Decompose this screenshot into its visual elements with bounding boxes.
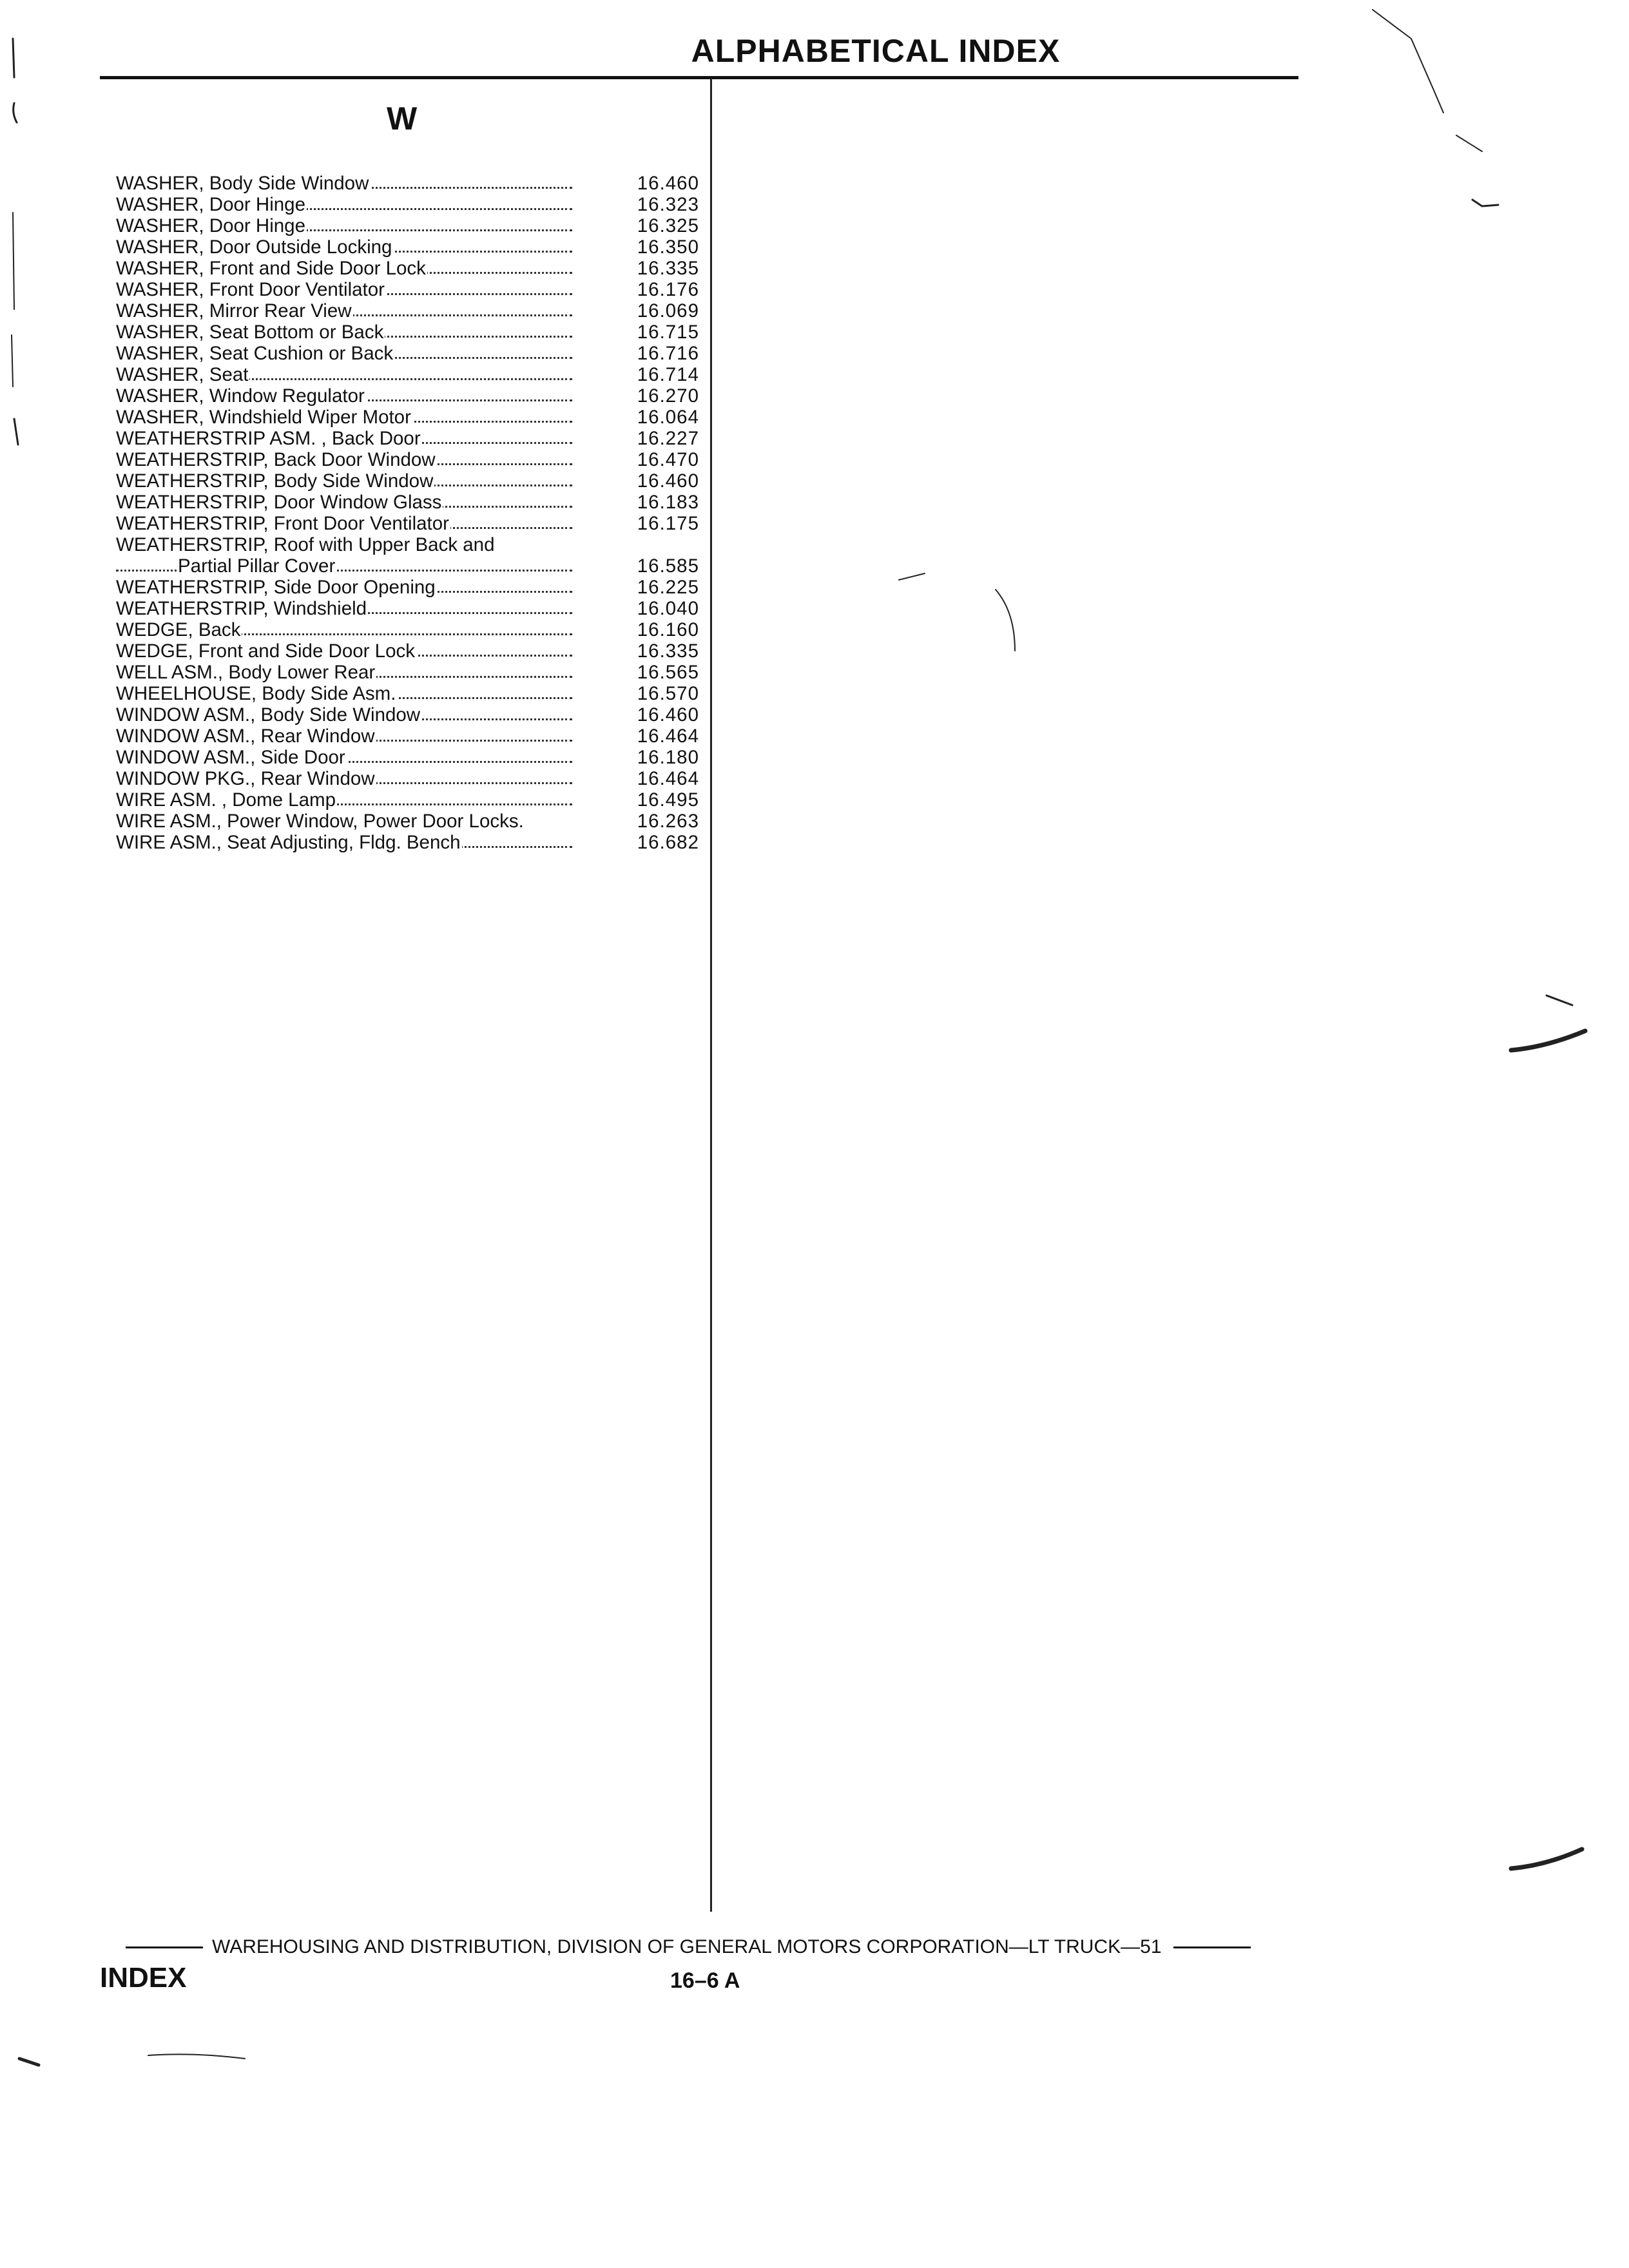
entry-page: 16.714	[637, 364, 699, 385]
entry-text: WIRE ASM., Power Window, Power Door Locks.	[116, 811, 524, 832]
entry-text: Partial Pillar Cover	[178, 555, 336, 577]
entry-page: 16.325	[637, 215, 699, 236]
entry-text: WIRE ASM. , Dome Lamp	[116, 789, 336, 811]
entry-text: WASHER, Door Hinge	[116, 215, 305, 236]
entry-page: 16.064	[637, 407, 699, 428]
entry-text: WINDOW ASM., Side Door	[116, 747, 345, 768]
entry-page: 16.716	[637, 343, 699, 364]
entry-page: 16.175	[637, 513, 699, 534]
entry-text: WASHER, Body Side Window	[116, 173, 369, 194]
entry-page: 16.040	[637, 598, 699, 619]
entry-page: 16.263	[637, 811, 699, 832]
entry-page: 16.335	[637, 258, 699, 279]
entry-page: 16.176	[637, 279, 699, 300]
entry-text: WASHER, Window Regulator	[116, 385, 365, 407]
entry-text: WEATHERSTRIP, Front Door Ventilator	[116, 513, 449, 534]
entry-page: 16.183	[637, 492, 699, 513]
footer-section-label: INDEX	[100, 1962, 187, 1994]
entry-text: WEATHERSTRIP ASM. , Back Door	[116, 428, 421, 449]
entry-text: WEATHERSTRIP, Roof with Upper Back and	[116, 534, 495, 555]
entry-text: WEATHERSTRIP, Back Door Window	[116, 449, 436, 470]
entry-text: WELL ASM., Body Lower Rear	[116, 662, 376, 683]
entry-text: WEATHERSTRIP, Windshield	[116, 598, 367, 619]
entry-text: WHEELHOUSE, Body Side Asm.	[116, 683, 396, 704]
entry-page: 16.350	[637, 236, 699, 258]
entry-text: WINDOW PKG., Rear Window	[116, 768, 375, 789]
entry-page: 16.335	[637, 640, 699, 662]
page-title: ALPHABETICAL INDEX	[691, 33, 1061, 69]
entry-text: WIRE ASM., Seat Adjusting, Fldg. Bench	[116, 832, 461, 853]
entry-text: WINDOW ASM., Rear Window	[116, 726, 375, 747]
entry-text: WASHER, Mirror Rear View	[116, 300, 352, 322]
entry-page: 16.225	[637, 577, 699, 598]
entry-text: WASHER, Door Outside Locking	[116, 236, 392, 258]
entry-page: 16.270	[637, 385, 699, 407]
entry-page: 16.715	[637, 322, 699, 343]
entry-page: 16.069	[637, 300, 699, 322]
entry-text: WASHER, Seat Bottom or Back	[116, 322, 384, 343]
entry-text: WASHER, Windshield Wiper Motor	[116, 407, 411, 428]
entry-page: 16.460	[637, 704, 699, 726]
entry-page: 16.470	[637, 449, 699, 470]
entry-page: 16.180	[637, 747, 699, 768]
footer-page-number: 16–6 A	[670, 1968, 740, 1993]
entry-text: WEDGE, Front and Side Door Lock	[116, 640, 415, 662]
entry-page: 16.682	[637, 832, 699, 853]
entry-page: 16.565	[637, 662, 699, 683]
entry-page: 16.464	[637, 726, 699, 747]
entry-page: 16.464	[637, 768, 699, 789]
entry-page: 16.323	[637, 194, 699, 215]
entry-page: 16.160	[637, 619, 699, 640]
entry-text: WINDOW ASM., Body Side Window	[116, 704, 421, 726]
entry-page: 16.585	[637, 555, 699, 577]
entry-text: WEDGE, Back	[116, 619, 241, 640]
entry-page: 16.495	[637, 789, 699, 811]
entry-text: WEATHERSTRIP, Side Door Opening	[116, 577, 436, 598]
entry-page: 16.570	[637, 683, 699, 704]
entry-text: WEATHERSTRIP, Body Side Window	[116, 470, 434, 492]
footer-publisher: WAREHOUSING AND DISTRIBUTION, DIVISION OF GENERAL MOTORS CORPORATION—LT TRUCK—51	[212, 1936, 1162, 1957]
entry-text: WASHER, Front and Side Door Lock	[116, 258, 426, 279]
entry-text: WASHER, Door Hinge	[116, 194, 305, 215]
entry-page: 16.460	[637, 470, 699, 492]
entry-text: WEATHERSTRIP, Door Window Glass	[116, 492, 442, 513]
entry-text: WASHER, Seat Cushion or Back	[116, 343, 394, 364]
entry-page: 16.460	[637, 173, 699, 194]
entry-page: 16.227	[637, 428, 699, 449]
entry-text: WASHER, Seat	[116, 364, 249, 385]
section-letter: W	[387, 101, 418, 137]
entry-text: WASHER, Front Door Ventilator	[116, 279, 385, 300]
